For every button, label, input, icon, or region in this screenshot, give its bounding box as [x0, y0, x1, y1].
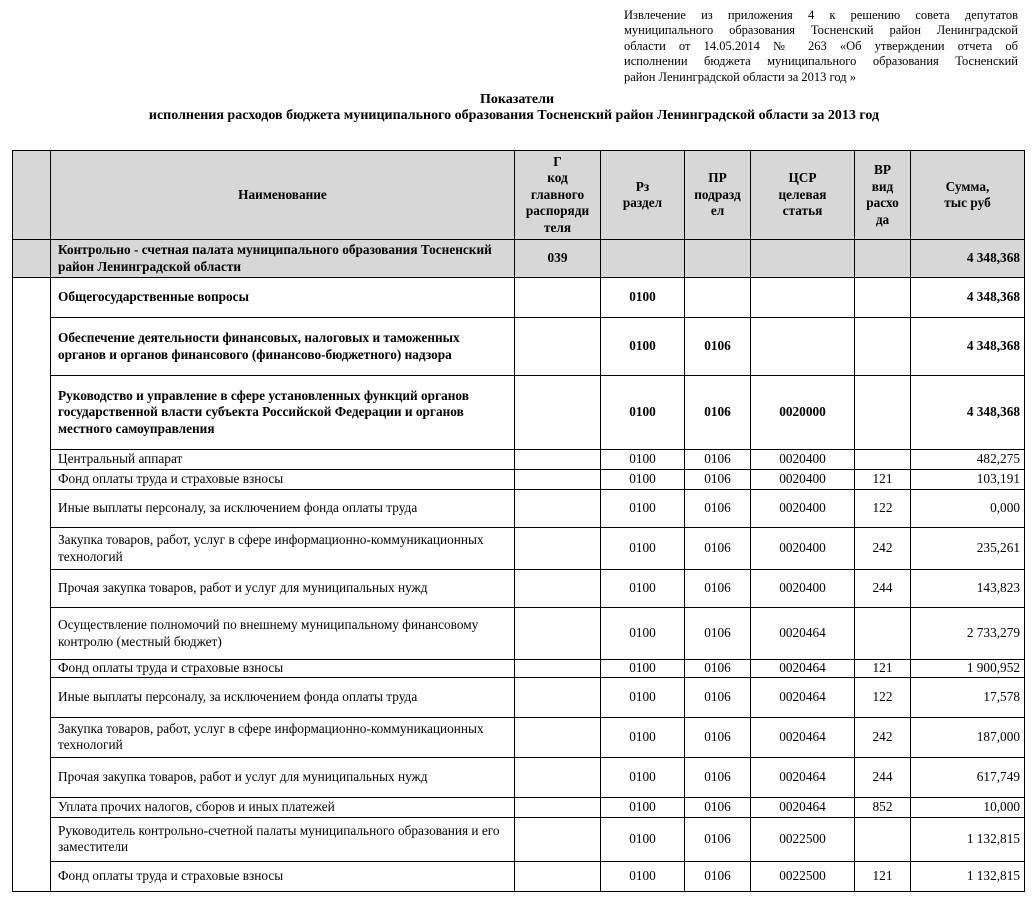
row-csr: [751, 318, 855, 376]
row-name: Фонд оплаты труда и страховые взносы: [51, 660, 515, 678]
row-csr: 0022500: [751, 817, 855, 861]
row-sum: 187,000: [911, 717, 1025, 757]
row-vr: 121: [855, 470, 911, 490]
row-name: Руководство и управление в сфере установленных функций органов государственной власти субъекта Российской Федерации и органов местного самоуправления: [51, 376, 515, 450]
row-rz: 0100: [601, 677, 685, 717]
row-g-code: [515, 470, 601, 490]
row-rz: 0100: [601, 660, 685, 678]
row-vr: [855, 608, 911, 660]
row-pr: 0106: [685, 528, 751, 570]
row-vr: 122: [855, 490, 911, 528]
row-name: Общегосударственные вопросы: [51, 278, 515, 318]
row-name: Осуществление полномочий по внешнему муниципальному финансовому контролю (местный бюджет): [51, 608, 515, 660]
row-sum: 4 348,368: [911, 318, 1025, 376]
row-rz: 0100: [601, 376, 685, 450]
header-note-line: район Ленинградской области за 2013 год »: [624, 69, 856, 84]
header-side-cell: [13, 151, 51, 240]
row-pr: [685, 278, 751, 318]
row-rz: 0100: [601, 450, 685, 470]
table-row: [13, 677, 1025, 717]
row-g-code: [515, 318, 601, 376]
row-pr: 0106: [685, 677, 751, 717]
row-csr: 0020464: [751, 608, 855, 660]
row-pr: 0106: [685, 797, 751, 817]
row-name: Прочая закупка товаров, работ и услуг для муниципальных нужд: [51, 570, 515, 608]
header-rz: [601, 151, 685, 240]
row-sum: 17,578: [911, 677, 1025, 717]
row-vr: 852: [855, 797, 911, 817]
row-vr: [855, 376, 911, 450]
row-sum: 0,000: [911, 490, 1025, 528]
row-pr: 0106: [685, 470, 751, 490]
header-rz-line: раздел: [622, 195, 663, 210]
row-pr: 0106: [685, 608, 751, 660]
row-name: Обеспечение деятельности финансовых, налоговых и таможенных органов и органов финансового (финансово-бюджетного) надзора: [51, 318, 515, 376]
header-g-line: Г: [553, 153, 562, 169]
org-rz: [601, 240, 685, 278]
title-line-1: Показатели: [479, 92, 555, 107]
row-csr: 0020400: [751, 470, 855, 490]
header-vr-line: ВР: [874, 162, 891, 177]
row-rz: 0100: [601, 318, 685, 376]
document-title: [0, 92, 1034, 124]
row-name: Центральный аппарат: [51, 450, 515, 470]
row-csr: 0020400: [751, 570, 855, 608]
table-row: [13, 660, 1025, 678]
header-csr-line: ЦСР: [788, 170, 817, 186]
header-csr: [751, 151, 855, 240]
row-pr: 0106: [685, 570, 751, 608]
org-g-code: 039: [515, 240, 601, 278]
org-csr: [751, 240, 855, 278]
org-pr: [685, 240, 751, 278]
row-csr: 0022500: [751, 861, 855, 891]
row-g-code: [515, 797, 601, 817]
row-sum: 2 733,279: [911, 608, 1025, 660]
header-sum-line: тыс руб: [944, 195, 991, 210]
row-pr: 0106: [685, 817, 751, 861]
header-sum: [911, 151, 1025, 240]
row-csr: 0020400: [751, 528, 855, 570]
row-name: Руководитель контрольно-счетной палаты муниципального образования и его заместители: [51, 817, 515, 861]
row-name: Иные выплаты персоналу, за исключением фонда оплаты труда: [51, 490, 515, 528]
organization-row: [13, 240, 1025, 278]
row-sum: 4 348,368: [911, 278, 1025, 318]
table-row: [13, 817, 1025, 861]
row-csr: [751, 278, 855, 318]
row-rz: 0100: [601, 817, 685, 861]
row-vr: [855, 318, 911, 376]
row-csr: 0020464: [751, 677, 855, 717]
row-g-code: [515, 677, 601, 717]
row-sum: 482,275: [911, 450, 1025, 470]
table-row: [13, 318, 1025, 376]
row-g-code: [515, 660, 601, 678]
header-note-line: исполнении бюджета муниципального образования Тосненский: [624, 54, 1018, 69]
row-rz: 0100: [601, 570, 685, 608]
row-g-code: [515, 608, 601, 660]
row-rz: 0100: [601, 608, 685, 660]
row-pr: 0106: [685, 861, 751, 891]
row-vr: 122: [855, 677, 911, 717]
row-g-code: [515, 757, 601, 797]
row-vr: [855, 450, 911, 470]
title-line-2: исполнения расходов бюджета муниципального образования Тосненский район Ленинградской области за 2013 год: [148, 108, 880, 123]
table-row: [13, 608, 1025, 660]
row-g-code: [515, 376, 601, 450]
header-note-line: муниципального образования Тосненский район Ленинградской: [624, 23, 1018, 38]
org-sum: 4 348,368: [911, 240, 1025, 278]
table-row: [13, 278, 1025, 318]
row-sum: 1 132,815: [911, 861, 1025, 891]
row-rz: 0100: [601, 278, 685, 318]
org-name: Контрольно - счетная палата муниципального образования Тосненский район Ленинградской области: [51, 240, 515, 278]
row-name: Фонд оплаты труда и страховые взносы: [51, 861, 515, 891]
header-pr-line: ПР: [708, 170, 727, 186]
row-g-code: [515, 490, 601, 528]
row-name: Прочая закупка товаров, работ и услуг для муниципальных нужд: [51, 757, 515, 797]
row-sum: 1 132,815: [911, 817, 1025, 861]
row-g-code: [515, 817, 601, 861]
header-g: [515, 151, 601, 240]
org-vr: [855, 240, 911, 278]
row-rz: 0100: [601, 717, 685, 757]
row-side-cell: [13, 278, 51, 892]
header-rz-line: Рз: [635, 178, 650, 194]
row-vr: 121: [855, 660, 911, 678]
row-name: Закупка товаров, работ, услуг в сфере информационно-коммуникационных технологий: [51, 717, 515, 757]
header-note: [624, 8, 1018, 85]
row-g-code: [515, 528, 601, 570]
row-g-code: [515, 861, 601, 891]
row-rz: 0100: [601, 861, 685, 891]
header-pr-line: подразд: [694, 186, 741, 202]
row-sum: 1 900,952: [911, 660, 1025, 678]
row-pr: 0106: [685, 490, 751, 528]
row-pr: 0106: [685, 450, 751, 470]
row-csr: 0020400: [751, 450, 855, 470]
header-csr-line: статья: [782, 203, 823, 219]
header-csr-line: целевая: [778, 186, 827, 202]
row-csr: 0020464: [751, 757, 855, 797]
header-sum-line: Сумма,: [945, 178, 990, 194]
header-g-line: код: [547, 170, 568, 186]
org-side-cell: [13, 240, 51, 278]
table-row: [13, 861, 1025, 891]
row-sum: 103,191: [911, 470, 1025, 490]
row-vr: 244: [855, 570, 911, 608]
row-g-code: [515, 570, 601, 608]
row-csr: 0020464: [751, 660, 855, 678]
row-vr: 242: [855, 717, 911, 757]
table-row: [13, 570, 1025, 608]
table-row: [13, 376, 1025, 450]
row-pr: 0106: [685, 318, 751, 376]
row-pr: 0106: [685, 717, 751, 757]
table-row: [13, 490, 1025, 528]
row-pr: 0106: [685, 660, 751, 678]
table-row: [13, 717, 1025, 757]
row-vr: [855, 278, 911, 318]
row-csr: 0020464: [751, 717, 855, 757]
row-pr: 0106: [685, 376, 751, 450]
table-row: [13, 757, 1025, 797]
header-vr: [855, 151, 911, 240]
table-row: [13, 450, 1025, 470]
table-header-row: [13, 151, 1025, 240]
row-g-code: [515, 278, 601, 318]
table-body: [13, 278, 1025, 892]
row-name: Уплата прочих налогов, сборов и иных платежей: [51, 797, 515, 817]
header-note-line: Извлечение из приложения 4 к решению совета депутатов: [624, 8, 1018, 22]
header-vr-line: расхо: [866, 195, 899, 210]
row-g-code: [515, 717, 601, 757]
row-rz: 0100: [601, 470, 685, 490]
row-vr: 244: [855, 757, 911, 797]
header-pr-line: ел: [710, 203, 725, 219]
row-sum: 143,823: [911, 570, 1025, 608]
table-row: [13, 528, 1025, 570]
row-sum: 617,749: [911, 757, 1025, 797]
header-g-line: теля: [543, 219, 572, 235]
row-g-code: [515, 450, 601, 470]
row-csr: 0020464: [751, 797, 855, 817]
table-row: [13, 797, 1025, 817]
budget-table: [12, 150, 1025, 892]
row-vr: [855, 817, 911, 861]
row-vr: 242: [855, 528, 911, 570]
row-vr: 121: [855, 861, 911, 891]
row-pr: 0106: [685, 757, 751, 797]
row-rz: 0100: [601, 797, 685, 817]
row-rz: 0100: [601, 490, 685, 528]
header-pr: [685, 151, 751, 240]
row-csr: 0020400: [751, 490, 855, 528]
header-vr-line: вид: [871, 178, 894, 194]
row-name: Иные выплаты персоналу, за исключением фонда оплаты труда: [51, 677, 515, 717]
row-sum: 235,261: [911, 528, 1025, 570]
row-csr: 0020000: [751, 376, 855, 450]
table-row: [13, 470, 1025, 490]
header-name: Наименование: [51, 151, 515, 240]
row-sum: 4 348,368: [911, 376, 1025, 450]
row-name: Закупка товаров, работ, услуг в сфере информационно-коммуникационных технологий: [51, 528, 515, 570]
header-g-line: главного: [530, 186, 585, 202]
row-name: Фонд оплаты труда и страховые взносы: [51, 470, 515, 490]
row-sum: 10,000: [911, 797, 1025, 817]
header-g-line: распоряди: [525, 203, 590, 219]
header-note-line: области от 14.05.2014 № 263 «Об утверждении отчета об: [624, 38, 1018, 53]
header-vr-line: да: [875, 211, 890, 227]
row-rz: 0100: [601, 528, 685, 570]
row-rz: 0100: [601, 757, 685, 797]
